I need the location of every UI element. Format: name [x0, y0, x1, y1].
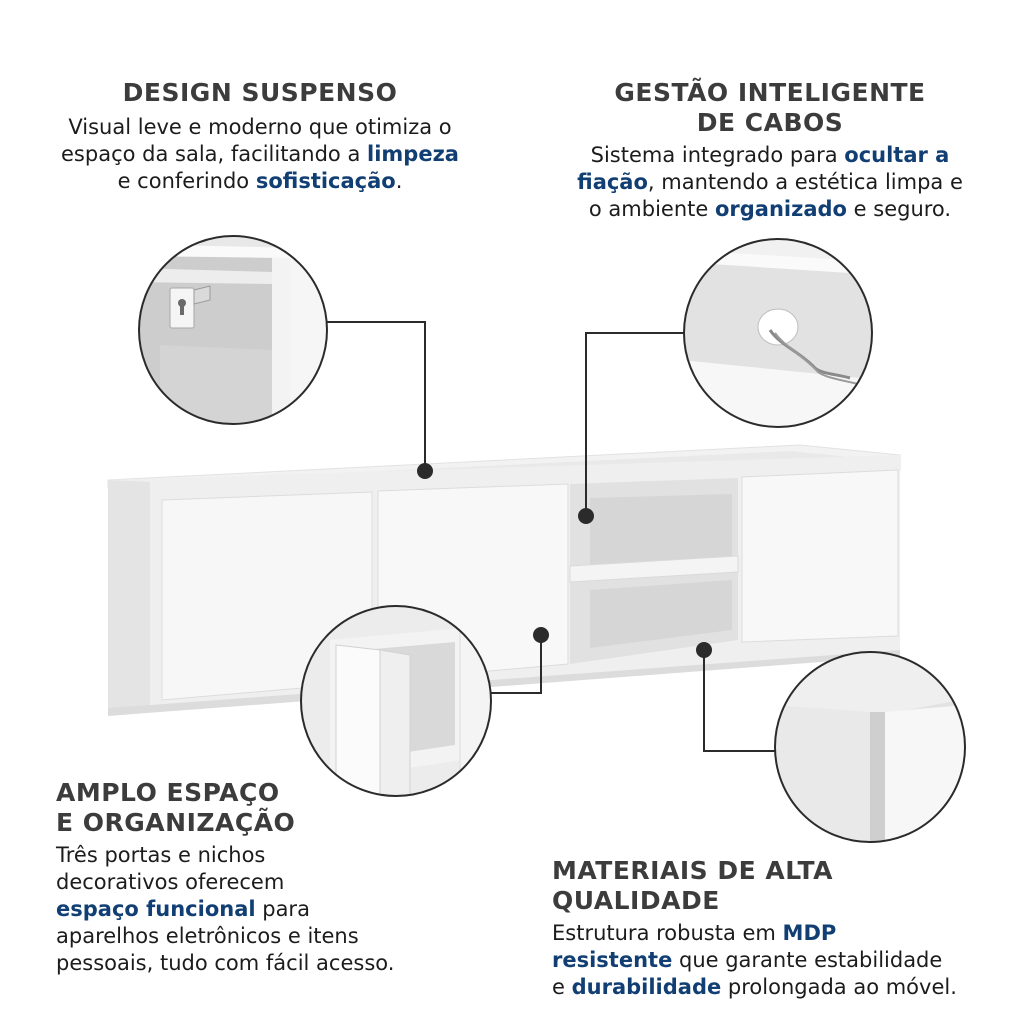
tv-rack	[108, 445, 900, 716]
highlight-mdp: MDP	[782, 921, 837, 945]
callout-dot-cables	[578, 508, 594, 524]
detail-circle-materials	[775, 650, 965, 845]
text-line: espaço funcional para	[56, 897, 310, 921]
text-line: e durabilidade prolongada ao móvel.	[552, 975, 957, 999]
feature-cable-title-line2: DE CABOS	[696, 108, 844, 137]
highlight-sofisticacao: sofisticação	[255, 169, 396, 193]
text-line: Sistema integrado para ocultar a	[590, 143, 950, 167]
feature-storage-title-line2: E ORGANIZAÇÃO	[56, 808, 296, 837]
highlight-espaco-funcional: espaço funcional	[56, 897, 256, 921]
text-line: resistente que garante estabilidade	[552, 948, 943, 972]
callout-dot-space	[533, 627, 549, 643]
text-line: e conferindo sofisticação.	[117, 169, 403, 193]
text-line: decorativos oferecem	[56, 870, 285, 894]
callout-dot-suspended	[417, 463, 433, 479]
rack-door-right	[742, 470, 898, 642]
feature-cable-title-line1: GESTÃO INTELIGENTE	[614, 78, 926, 107]
feature-suspended-text	[30, 114, 490, 195]
feature-suspended	[30, 78, 490, 195]
feature-materials	[552, 856, 1002, 1001]
highlight-durabilidade: durabilidade	[571, 975, 722, 999]
highlight-fiacao: fiação	[577, 170, 648, 194]
text-line: espaço da sala, facilitando a limpeza	[61, 142, 459, 166]
feature-storage	[56, 778, 476, 977]
detail-circle-cables	[680, 235, 880, 440]
callout-dot-materials	[696, 642, 712, 658]
rack-left-side	[108, 480, 150, 712]
highlight-resistente: resistente	[552, 948, 673, 972]
feature-cable-text	[540, 142, 1000, 223]
feature-suspended-title: DESIGN SUSPENSO	[122, 78, 398, 107]
feature-materials-title: MATERIAIS DE ALTA QUALIDADE	[552, 856, 833, 915]
highlight-ocultar: ocultar a	[844, 143, 950, 167]
text-line: Estrutura robusta em MDP	[552, 921, 837, 945]
text-line: fiação, mantendo a estética limpa e	[577, 170, 963, 194]
callout-line-suspended	[327, 322, 425, 470]
feature-cable-management	[540, 78, 1000, 223]
text-line: Três portas e nichos	[56, 843, 266, 867]
text-line: pessoais, tudo com fácil acesso.	[56, 951, 395, 975]
feature-storage-title-line1: AMPLO ESPAÇO	[56, 778, 280, 807]
text-line: aparelhos eletrônicos e itens	[56, 924, 359, 948]
feature-storage-text	[56, 842, 476, 977]
highlight-limpeza: limpeza	[367, 142, 459, 166]
detail-circle-bracket	[130, 230, 350, 440]
feature-materials-text	[552, 920, 1002, 1001]
text-line: Visual leve e moderno que otimiza o	[68, 115, 452, 139]
text-line: o ambiente organizado e seguro.	[588, 197, 952, 221]
highlight-organizado: organizado	[714, 197, 847, 221]
